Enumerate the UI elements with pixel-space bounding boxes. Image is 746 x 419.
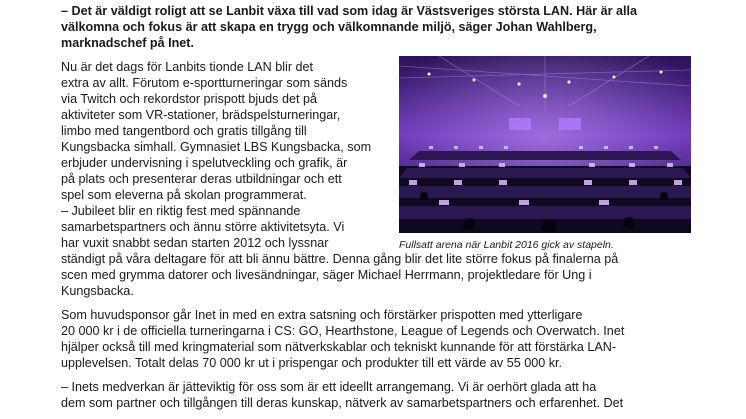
- body-text-line: – Jubileet blir en riktig fest med spännande: [61, 204, 301, 218]
- body-text-line: har vuxit snabbt sedan starten 2012 och lyssnar: [61, 236, 329, 250]
- body-text-line: erbjuder undervisning i spelutveckling och grafik, är: [61, 156, 348, 170]
- lan-arena-illustration: [399, 56, 691, 233]
- body-text-line: scen med grymma datorer och livesändningar, säger Michael Herrmann, projektledare för Ung i: [61, 268, 592, 282]
- body-text-line: Som huvudsponsor går Inet in med en extra satsning och förstärker prispotten med ytterligare: [61, 308, 583, 322]
- body-text-line: samarbetspartners och ännu större aktivitetsyta. Vi: [61, 220, 345, 234]
- body-text-line: aktiviteter som VR-stationer, brädspelsturneringar,: [61, 108, 341, 122]
- intro-quote-line: marknadschef på Inet.: [61, 36, 194, 50]
- body-text-line: ständigt på våra deltagare för att bli ännu bättre. Denna gång blir det lite större fokus på finalerna på: [61, 252, 619, 266]
- photo-caption: Fullsatt arena när Lanbit 2016 gick av stapeln.: [399, 239, 614, 251]
- body-text-line: extra av allt. Förutom e-sportturneringar som sänds: [61, 76, 348, 90]
- body-text-line: Kungsbacka simhall. Gymnasiet LBS Kungsbacka, som: [61, 140, 372, 154]
- body-text-line: – Inets medverkan är jätteviktig för oss som är ett ideellt arrangemang. Vi är oerhört glada att ha: [61, 380, 597, 394]
- intro-quote-line: välkomna och fokus är att skapa en trygg och välkomnande miljö, säger Johan Wahlberg,: [61, 20, 597, 34]
- body-text-line: dem som partner och tillgången till deras kunskap, nätverk av samarbetspartners och erfarenhet. Det: [61, 396, 624, 410]
- body-text-line: Kungsbacka.: [61, 284, 134, 298]
- body-text-line: Nu är det dags för Lanbits tionde LAN blir det: [61, 60, 314, 74]
- intro-quote-line: – Det är väldigt roligt att se Lanbit växa till vad som idag är Västsveriges största LAN. Här är alla: [61, 4, 638, 18]
- body-text-line: limbo med tangentbord och gratis tillgång till: [61, 124, 307, 138]
- body-text-line: upplevelsen. Totalt delas 70 000 kr ut i prispengar och produkter till ett värde av 55 000 kr.: [61, 356, 563, 370]
- body-text-line: via Twitch och rekordstor prispott bjuds det på: [61, 92, 317, 106]
- press-release-page: [61, 0, 691, 419]
- body-text-line: 20 000 kr i de officiella turneringarna i CS: GO, Hearthstone, League of Legends och Overwatch. Inet: [61, 324, 625, 338]
- lan-arena-photo: [399, 56, 691, 233]
- body-text-line: spel som eleverna på skolan programmerat.: [61, 188, 307, 202]
- body-text-line: på plats och presenterar deras utbildningar och ett: [61, 172, 342, 186]
- body-text-line: hjälper också till med kringmaterial som nätverkskablar och tekniskt kunnande för att förstärka LAN-: [61, 340, 617, 354]
